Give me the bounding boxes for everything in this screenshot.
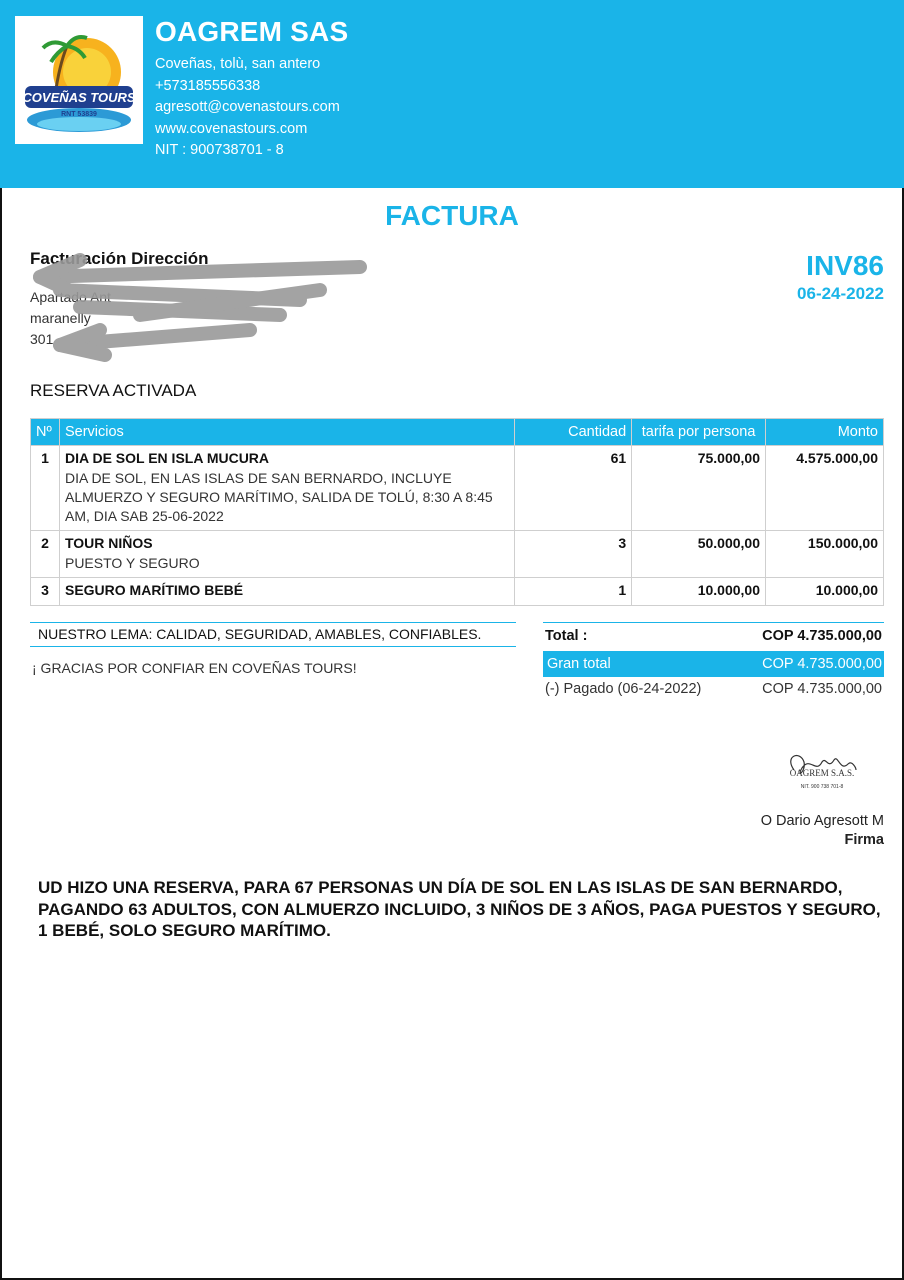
billing-heading: Facturación Dirección — [30, 249, 209, 268]
paid-label: (-) Pagado (06-24-2022) — [545, 681, 702, 697]
row-no: 3 — [31, 578, 60, 606]
total-row — [543, 622, 884, 649]
invoice-number: INV86 — [806, 250, 884, 281]
company-address: Coveñas, tolù, san antero — [155, 56, 321, 72]
reservation-status: RESERVA ACTIVADA — [30, 381, 197, 400]
table-row — [31, 578, 884, 606]
table-row — [31, 531, 884, 578]
row-no: 1 — [31, 446, 60, 531]
row-amount: 4.575.000,00 — [766, 446, 884, 531]
row-service — [59, 578, 514, 606]
thanks-message: ¡ GRACIAS POR CONFIAR EN COVEÑAS TOURS! — [32, 660, 357, 676]
paid-value: COP 4.735.000,00 — [762, 681, 882, 697]
row-amount: 10.000,00 — [766, 578, 884, 606]
items-table — [30, 418, 884, 606]
company-name: OAGREM SAS — [155, 16, 349, 47]
reservation-note: UD HIZO UNA RESERVA, PARA 67 PERSONAS UN DÍA DE SOL EN LAS ISLAS DE SAN BERNARDO, PAGANDO 63 ADULTOS, CON ALMUERZO INCLUIDO, 3 NIÑOS DE 3 AÑOS, PAGA PUESTOS Y SEGURO, 1 BEBÉ, SOLO SEGURO MARÍTIMO. — [38, 878, 881, 940]
signer-block — [761, 813, 884, 848]
stamp-name: OAGREM S.A.S. — [789, 768, 855, 778]
col-header-no: Nº — [31, 419, 60, 446]
service-title: DIA DE SOL EN ISLA MUCURA — [64, 450, 270, 466]
company-info — [155, 16, 348, 162]
col-header-amount: Monto — [766, 419, 884, 446]
billing-line: Apartado Ant — [30, 289, 111, 305]
row-rate: 75.000,00 — [632, 446, 766, 531]
grand-total-label: Gran total — [547, 656, 611, 672]
grand-total-value: COP 4.735.000,00 — [762, 656, 882, 672]
logo-subtext: RNT 53839 — [61, 111, 97, 118]
total-value: COP 4.735.000,00 — [762, 628, 882, 644]
paid-row — [543, 677, 884, 701]
billing-line: maranelly — [30, 310, 91, 326]
col-header-qty: Cantidad — [515, 419, 632, 446]
table-header-row — [31, 419, 884, 446]
company-website: www.covenastours.com — [155, 120, 308, 137]
totals-block — [543, 622, 884, 701]
row-no: 2 — [31, 531, 60, 578]
row-rate: 50.000,00 — [632, 531, 766, 578]
row-rate: 10.000,00 — [632, 578, 766, 606]
company-logo — [15, 16, 143, 144]
table-row — [31, 446, 884, 531]
col-header-rate: tarifa por persona — [632, 419, 766, 446]
invoice-header — [0, 0, 904, 188]
signature-stamp — [782, 748, 862, 794]
row-qty: 3 — [515, 531, 632, 578]
company-phone: +573185556338 — [155, 77, 261, 94]
stamp-nit: NIT. 900 738 701-8 — [800, 784, 844, 790]
signature-label: Firma — [844, 832, 884, 848]
company-motto: NUESTRO LEMA: CALIDAD, SEGURIDAD, AMABLES, CONFIABLES. — [30, 622, 516, 647]
service-title: SEGURO MARÍTIMO BEBÉ — [64, 582, 244, 598]
service-description: DIA DE SOL, EN LAS ISLAS DE SAN BERNARDO, INCLUYE ALMUERZO Y SEGURO MARÍTIMO, SALIDA DE TOLÚ, 8:30 A 8:45 AM, DIA SAB 25-06-2022 — [64, 470, 493, 524]
company-nit: NIT : 900738701 - 8 — [155, 142, 284, 158]
col-header-service: Servicios — [59, 419, 514, 446]
row-service — [59, 531, 514, 578]
company-email: agresott@covenastours.com — [155, 99, 340, 115]
row-qty: 1 — [515, 578, 632, 606]
invoice-number-block — [797, 250, 884, 304]
service-title: TOUR NIÑOS — [64, 535, 153, 551]
total-label: Total : — [545, 628, 588, 644]
invoice-date: 06-24-2022 — [797, 284, 884, 303]
logo-text: COVEÑAS TOURS — [22, 90, 136, 105]
row-amount: 150.000,00 — [766, 531, 884, 578]
grand-total-row — [543, 651, 884, 677]
signer-name: O Dario Agresott M — [760, 813, 884, 829]
row-qty: 61 — [515, 446, 632, 531]
service-description: PUESTO Y SEGURO — [64, 555, 200, 571]
redaction-scribble — [20, 245, 380, 365]
row-service — [59, 446, 514, 531]
document-title: FACTURA — [385, 200, 519, 231]
billing-line: 301 — [30, 331, 54, 347]
